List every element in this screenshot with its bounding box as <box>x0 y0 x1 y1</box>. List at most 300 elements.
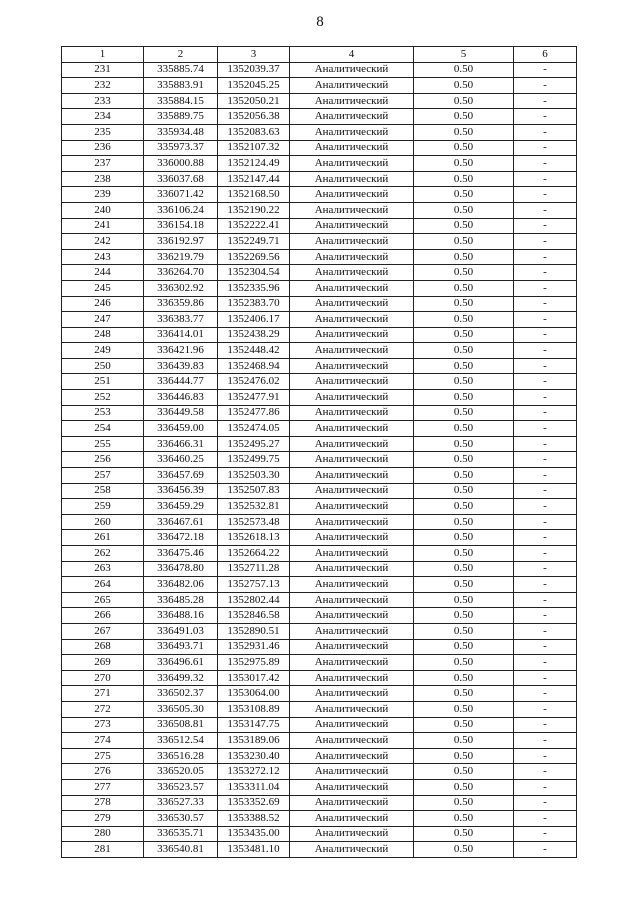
table-cell: Аналитический <box>290 779 414 795</box>
table-cell: 336482.06 <box>144 577 218 593</box>
table-cell: - <box>514 124 577 140</box>
table-cell: Аналитический <box>290 592 414 608</box>
table-cell: - <box>514 826 577 842</box>
table-cell: 234 <box>62 109 144 125</box>
table-cell: 336459.29 <box>144 499 218 515</box>
table-cell: Аналитический <box>290 280 414 296</box>
table-cell: Аналитический <box>290 421 414 437</box>
table-cell: 240 <box>62 202 144 218</box>
table-cell: - <box>514 234 577 250</box>
table-cell: 1352931.46 <box>218 639 290 655</box>
table-row <box>62 187 577 203</box>
table-cell: Аналитический <box>290 748 414 764</box>
table-cell: 266 <box>62 608 144 624</box>
table-row <box>62 826 577 842</box>
table-cell: 270 <box>62 670 144 686</box>
table-cell: Аналитический <box>290 296 414 312</box>
table-cell: Аналитический <box>290 795 414 811</box>
table-cell: 335934.48 <box>144 124 218 140</box>
table-cell: 1352846.58 <box>218 608 290 624</box>
table-cell: Аналитический <box>290 655 414 671</box>
column-header: 2 <box>144 47 218 63</box>
table-cell: 0.50 <box>414 187 514 203</box>
table-cell: 1353435.00 <box>218 826 290 842</box>
table-cell: Аналитический <box>290 202 414 218</box>
column-header: 4 <box>290 47 414 63</box>
table-cell: Аналитический <box>290 717 414 733</box>
column-header: 6 <box>514 47 577 63</box>
table-row <box>62 436 577 452</box>
table-cell: - <box>514 779 577 795</box>
table-cell: 0.50 <box>414 296 514 312</box>
table-row <box>62 686 577 702</box>
table-row <box>62 265 577 281</box>
table-cell: - <box>514 265 577 281</box>
table-row <box>62 733 577 749</box>
table-cell: - <box>514 499 577 515</box>
table-cell: 0.50 <box>414 701 514 717</box>
table-cell: 262 <box>62 546 144 562</box>
table-cell: 336488.16 <box>144 608 218 624</box>
table-cell: 279 <box>62 811 144 827</box>
column-header: 5 <box>414 47 514 63</box>
table-cell: Аналитический <box>290 530 414 546</box>
table-cell: 336540.81 <box>144 842 218 858</box>
table-cell: - <box>514 639 577 655</box>
table-cell: - <box>514 608 577 624</box>
table-cell: 1352975.89 <box>218 655 290 671</box>
table-cell: 0.50 <box>414 312 514 328</box>
table-cell: 0.50 <box>414 452 514 468</box>
table-cell: 336508.81 <box>144 717 218 733</box>
table-cell: 231 <box>62 62 144 78</box>
table-cell: 232 <box>62 78 144 94</box>
table-cell: 336154.18 <box>144 218 218 234</box>
table-cell: 237 <box>62 156 144 172</box>
column-header: 1 <box>62 47 144 63</box>
table-cell: 335884.15 <box>144 93 218 109</box>
table-cell: - <box>514 686 577 702</box>
table-row <box>62 78 577 94</box>
table-cell: 0.50 <box>414 218 514 234</box>
table-cell: Аналитический <box>290 452 414 468</box>
table-cell: 233 <box>62 93 144 109</box>
table-cell: 0.50 <box>414 811 514 827</box>
table-cell: - <box>514 218 577 234</box>
table-cell: 1352448.42 <box>218 343 290 359</box>
table-cell: 251 <box>62 374 144 390</box>
table-cell: - <box>514 546 577 562</box>
table-cell: 258 <box>62 483 144 499</box>
table-cell: 0.50 <box>414 546 514 562</box>
table-cell: 0.50 <box>414 421 514 437</box>
table-cell: 245 <box>62 280 144 296</box>
table-cell: Аналитический <box>290 405 414 421</box>
table-cell: Аналитический <box>290 78 414 94</box>
table-cell: 1352168.50 <box>218 187 290 203</box>
table-row <box>62 483 577 499</box>
table-cell: 0.50 <box>414 561 514 577</box>
table-cell: 248 <box>62 327 144 343</box>
table-cell: 336106.24 <box>144 202 218 218</box>
table-cell: Аналитический <box>290 608 414 624</box>
table-cell: 336485.28 <box>144 592 218 608</box>
table-cell: 0.50 <box>414 280 514 296</box>
table-cell: 259 <box>62 499 144 515</box>
table-row <box>62 811 577 827</box>
table-cell: 1352383.70 <box>218 296 290 312</box>
table-row <box>62 124 577 140</box>
table-cell: 336000.88 <box>144 156 218 172</box>
table-cell: 243 <box>62 249 144 265</box>
table-cell: Аналитический <box>290 811 414 827</box>
table-cell: 336520.05 <box>144 764 218 780</box>
table-cell: 0.50 <box>414 109 514 125</box>
table-cell: 335889.75 <box>144 109 218 125</box>
table-cell: 336459.00 <box>144 421 218 437</box>
table-cell: 336527.33 <box>144 795 218 811</box>
table-row <box>62 156 577 172</box>
table-cell: Аналитический <box>290 265 414 281</box>
table-row <box>62 670 577 686</box>
table-cell: Аналитический <box>290 826 414 842</box>
table-row <box>62 327 577 343</box>
table-cell: 1353064.00 <box>218 686 290 702</box>
table-cell: 1352532.81 <box>218 499 290 515</box>
table-cell: 254 <box>62 421 144 437</box>
table-cell: 1352056.38 <box>218 109 290 125</box>
table-cell: 264 <box>62 577 144 593</box>
table-cell: - <box>514 514 577 530</box>
table-cell: Аналитический <box>290 390 414 406</box>
table-cell: Аналитический <box>290 234 414 250</box>
table-row <box>62 639 577 655</box>
table-cell: 0.50 <box>414 374 514 390</box>
table-cell: 336444.77 <box>144 374 218 390</box>
table-cell: 1352468.94 <box>218 358 290 374</box>
table-cell: 268 <box>62 639 144 655</box>
table-cell: 1352269.56 <box>218 249 290 265</box>
table-cell: 335885.74 <box>144 62 218 78</box>
table-cell: 273 <box>62 717 144 733</box>
table-cell: - <box>514 109 577 125</box>
table-cell: - <box>514 62 577 78</box>
table-cell: 235 <box>62 124 144 140</box>
table-cell: Аналитический <box>290 670 414 686</box>
table-row <box>62 280 577 296</box>
table-cell: 0.50 <box>414 343 514 359</box>
table-cell: - <box>514 140 577 156</box>
table-cell: 1352618.13 <box>218 530 290 546</box>
table-row <box>62 592 577 608</box>
table-cell: 256 <box>62 452 144 468</box>
table-cell: - <box>514 592 577 608</box>
table-cell: 1353017.42 <box>218 670 290 686</box>
table-cell: - <box>514 249 577 265</box>
table-cell: 336456.39 <box>144 483 218 499</box>
table-cell: Аналитический <box>290 343 414 359</box>
table-cell: 336219.79 <box>144 249 218 265</box>
table-cell: 1352107.32 <box>218 140 290 156</box>
table-cell: 0.50 <box>414 156 514 172</box>
table-cell: - <box>514 717 577 733</box>
table-cell: 1352335.96 <box>218 280 290 296</box>
table-cell: 336421.96 <box>144 343 218 359</box>
table-cell: 336478.80 <box>144 561 218 577</box>
table-cell: 274 <box>62 733 144 749</box>
table-row <box>62 623 577 639</box>
table-row <box>62 779 577 795</box>
table-row <box>62 499 577 515</box>
table-cell: 336530.57 <box>144 811 218 827</box>
table-cell: 0.50 <box>414 717 514 733</box>
table-cell: 1352304.54 <box>218 265 290 281</box>
table-row <box>62 561 577 577</box>
table-cell: - <box>514 390 577 406</box>
table-cell: 336460.25 <box>144 452 218 468</box>
table-cell: 1353388.52 <box>218 811 290 827</box>
table-cell: 0.50 <box>414 171 514 187</box>
table-cell: 1352711.28 <box>218 561 290 577</box>
table-cell: 1352438.29 <box>218 327 290 343</box>
table-cell: 336505.30 <box>144 701 218 717</box>
table-cell: Аналитический <box>290 140 414 156</box>
table-cell: - <box>514 468 577 484</box>
table-cell: 246 <box>62 296 144 312</box>
table-cell: - <box>514 670 577 686</box>
table-cell: Аналитический <box>290 436 414 452</box>
table-cell: 0.50 <box>414 733 514 749</box>
table-cell: Аналитический <box>290 701 414 717</box>
table-cell: 1353189.06 <box>218 733 290 749</box>
table-cell: 261 <box>62 530 144 546</box>
table-cell: 1352050.21 <box>218 93 290 109</box>
table-cell: 336496.61 <box>144 655 218 671</box>
table-cell: 336472.18 <box>144 530 218 546</box>
table-cell: 0.50 <box>414 405 514 421</box>
table-cell: 277 <box>62 779 144 795</box>
table-cell: 0.50 <box>414 686 514 702</box>
table-cell: 0.50 <box>414 468 514 484</box>
table-cell: 257 <box>62 468 144 484</box>
table-cell: Аналитический <box>290 686 414 702</box>
table-cell: 247 <box>62 312 144 328</box>
table-row <box>62 62 577 78</box>
table-cell: 0.50 <box>414 764 514 780</box>
table-cell: 336439.83 <box>144 358 218 374</box>
table-cell: 336383.77 <box>144 312 218 328</box>
table-cell: 281 <box>62 842 144 858</box>
table-cell: 0.50 <box>414 577 514 593</box>
table-cell: Аналитический <box>290 109 414 125</box>
table-row <box>62 421 577 437</box>
table-row <box>62 577 577 593</box>
table-cell: 0.50 <box>414 78 514 94</box>
table-cell: 1352477.91 <box>218 390 290 406</box>
table-cell: 336512.54 <box>144 733 218 749</box>
table-cell: 0.50 <box>414 826 514 842</box>
table-cell: Аналитический <box>290 249 414 265</box>
table-cell: 255 <box>62 436 144 452</box>
table-cell: Аналитический <box>290 327 414 343</box>
table-row <box>62 296 577 312</box>
table-cell: 0.50 <box>414 608 514 624</box>
table-cell: 0.50 <box>414 249 514 265</box>
table-cell: Аналитический <box>290 358 414 374</box>
table-cell: 1352664.22 <box>218 546 290 562</box>
table-cell: 1353481.10 <box>218 842 290 858</box>
table-cell: - <box>514 296 577 312</box>
table-cell: 1353311.04 <box>218 779 290 795</box>
table-body <box>62 62 577 857</box>
table-cell: 336037.68 <box>144 171 218 187</box>
table-cell: 336457.69 <box>144 468 218 484</box>
table-cell: Аналитический <box>290 546 414 562</box>
table-cell: - <box>514 483 577 499</box>
table-row <box>62 468 577 484</box>
table-row <box>62 358 577 374</box>
table-cell: 1353230.40 <box>218 748 290 764</box>
table-cell: 267 <box>62 623 144 639</box>
table-cell: 278 <box>62 795 144 811</box>
table-cell: - <box>514 280 577 296</box>
table-cell: 0.50 <box>414 390 514 406</box>
table-cell: - <box>514 171 577 187</box>
table-cell: - <box>514 452 577 468</box>
table-row <box>62 218 577 234</box>
table-cell: Аналитический <box>290 62 414 78</box>
table-row <box>62 312 577 328</box>
table-cell: 272 <box>62 701 144 717</box>
table-cell: - <box>514 187 577 203</box>
table-cell: - <box>514 358 577 374</box>
table-cell: 0.50 <box>414 639 514 655</box>
table-cell: 271 <box>62 686 144 702</box>
table-cell: 1352477.86 <box>218 405 290 421</box>
table-row <box>62 390 577 406</box>
column-header: 3 <box>218 47 290 63</box>
table-cell: - <box>514 312 577 328</box>
table-cell: 0.50 <box>414 265 514 281</box>
table-cell: - <box>514 530 577 546</box>
table-cell: Аналитический <box>290 468 414 484</box>
table-cell: 1352573.48 <box>218 514 290 530</box>
table-row <box>62 748 577 764</box>
table-cell: - <box>514 93 577 109</box>
table-row <box>62 249 577 265</box>
table-cell: 276 <box>62 764 144 780</box>
table-cell: - <box>514 78 577 94</box>
coordinates-table <box>61 46 577 858</box>
table-cell: 263 <box>62 561 144 577</box>
table-cell: 1353108.89 <box>218 701 290 717</box>
table-cell: 336192.97 <box>144 234 218 250</box>
table-cell: 250 <box>62 358 144 374</box>
table-cell: 0.50 <box>414 358 514 374</box>
table-cell: 1352503.30 <box>218 468 290 484</box>
table-cell: 0.50 <box>414 779 514 795</box>
table-cell: 260 <box>62 514 144 530</box>
table-cell: 0.50 <box>414 436 514 452</box>
table-row <box>62 530 577 546</box>
table-cell: 336071.42 <box>144 187 218 203</box>
table-cell: - <box>514 327 577 343</box>
table-cell: - <box>514 343 577 359</box>
table-row <box>62 795 577 811</box>
table-row <box>62 93 577 109</box>
table-cell: 1352507.83 <box>218 483 290 499</box>
table-cell: Аналитический <box>290 577 414 593</box>
table-cell: 336466.31 <box>144 436 218 452</box>
table-cell: 0.50 <box>414 623 514 639</box>
table-cell: - <box>514 436 577 452</box>
table-cell: Аналитический <box>290 156 414 172</box>
table-cell: 249 <box>62 343 144 359</box>
table-cell: - <box>514 156 577 172</box>
table-cell: 1352757.13 <box>218 577 290 593</box>
table-cell: 0.50 <box>414 124 514 140</box>
table-cell: 335883.91 <box>144 78 218 94</box>
table-cell: 1352476.02 <box>218 374 290 390</box>
table-cell: 0.50 <box>414 592 514 608</box>
table-row <box>62 655 577 671</box>
table-cell: 1352124.49 <box>218 156 290 172</box>
table-cell: 336499.32 <box>144 670 218 686</box>
table-cell: 242 <box>62 234 144 250</box>
table-cell: - <box>514 623 577 639</box>
table-cell: 1352045.25 <box>218 78 290 94</box>
table-row <box>62 374 577 390</box>
table-row <box>62 842 577 858</box>
table-cell: 336446.83 <box>144 390 218 406</box>
table-cell: 236 <box>62 140 144 156</box>
table-cell: 0.50 <box>414 202 514 218</box>
table-cell: 1353147.75 <box>218 717 290 733</box>
table-cell: 336475.46 <box>144 546 218 562</box>
table-cell: Аналитический <box>290 171 414 187</box>
table-cell: 275 <box>62 748 144 764</box>
table-row <box>62 405 577 421</box>
table-cell: 0.50 <box>414 483 514 499</box>
table-cell: - <box>514 733 577 749</box>
table-row <box>62 140 577 156</box>
table-cell: 269 <box>62 655 144 671</box>
table-cell: 1352495.27 <box>218 436 290 452</box>
table-cell: 0.50 <box>414 530 514 546</box>
table-row <box>62 452 577 468</box>
table-cell: 1352406.17 <box>218 312 290 328</box>
table-cell: - <box>514 701 577 717</box>
table-cell: - <box>514 202 577 218</box>
table-cell: 265 <box>62 592 144 608</box>
table-row <box>62 546 577 562</box>
table-cell: - <box>514 561 577 577</box>
table-cell: 244 <box>62 265 144 281</box>
table-cell: 1352222.41 <box>218 218 290 234</box>
table-cell: 0.50 <box>414 93 514 109</box>
table-cell: 280 <box>62 826 144 842</box>
table-cell: - <box>514 748 577 764</box>
table-cell: Аналитический <box>290 218 414 234</box>
table-cell: 0.50 <box>414 670 514 686</box>
table-cell: 0.50 <box>414 795 514 811</box>
table-cell: Аналитический <box>290 124 414 140</box>
table-row <box>62 701 577 717</box>
table-cell: Аналитический <box>290 93 414 109</box>
table-cell: 336523.57 <box>144 779 218 795</box>
table-cell: 238 <box>62 171 144 187</box>
table-cell: 336449.58 <box>144 405 218 421</box>
